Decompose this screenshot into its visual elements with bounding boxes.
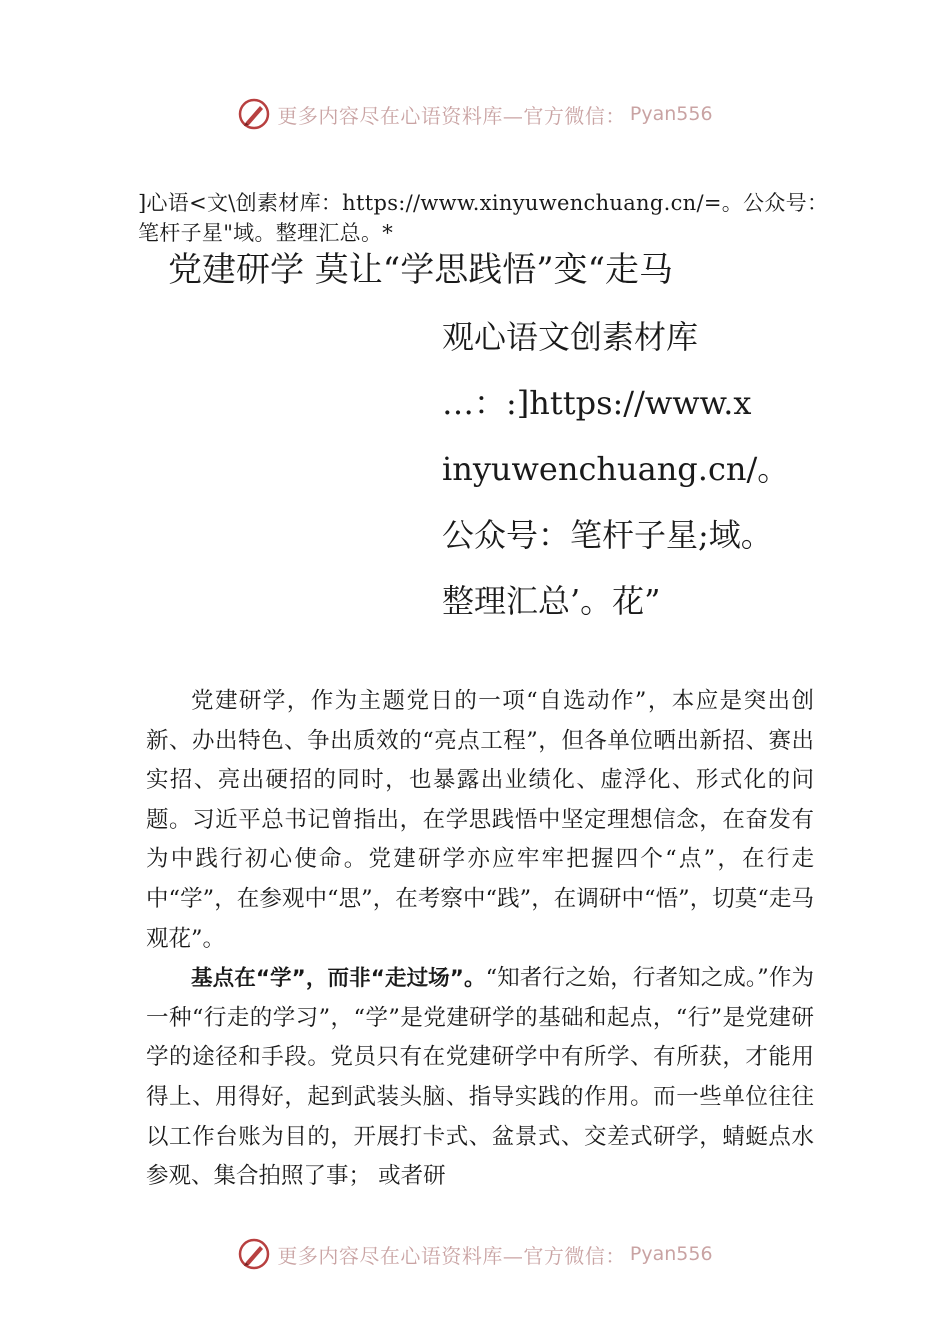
watermark-line: …：:]https://www.x bbox=[442, 384, 752, 422]
watermark-block bbox=[442, 304, 882, 634]
footer-banner bbox=[0, 1234, 950, 1274]
pen-logo-icon bbox=[237, 1237, 271, 1271]
banner-text: 更多内容尽在心语资料库—官方微信： bbox=[277, 103, 626, 128]
watermark-line: 公众号：笔杆子星;域。 bbox=[442, 516, 773, 554]
article-title: 党建研学 莫让“学思践悟”变“走马 bbox=[168, 250, 673, 290]
banner-handle: Pyan556 bbox=[629, 103, 713, 125]
source-line: ]心语<文\创素材库：https://www.xinyuwenchuang.cn/=。公众号：笔杆子星"域。整理汇总。* bbox=[138, 191, 829, 245]
paragraph-2 bbox=[146, 959, 814, 1197]
paragraph-1: 党建研学，作为主题党日的一项“自选动作”，本应是突出创新、办出特色、争出质效的“亮点工程”，但各单位晒出新招、赛出实招、亮出硬招的同时，也暴露出业绩化、虚浮化、形式化的问题。习近平总书记曾指出，在学思践悟中坚定理想信念，在奋发有为中践行初心使命。党建研学亦应牢牢把握四个“点”，在行走中“学”，在参观中“思”，在考察中“践”，在调研中“悟”，切莫“走马观花”。 bbox=[146, 688, 814, 952]
paragraph-2-body: “知者行之始，行者知之成。”作为一种“行走的学习”，“学”是党建研学的基础和起点，“行”是党建研学的途径和手段。党员只有在党建研学中有所学、有所获，才能用得上、用得好，起到武装头脑、指导实践的作用。而一些单位往往以工作台账为目的，开展打卡式、盆景式、交差式研学，蜻蜓点水参观、集合拍照了事； 或者研 bbox=[146, 965, 814, 1190]
watermark-line: inyuwenchuang.cn/。 bbox=[442, 450, 790, 488]
banner-handle: Pyan556 bbox=[629, 1243, 713, 1265]
header-banner bbox=[0, 94, 950, 134]
watermark-line: 观心语文创素材库 bbox=[442, 318, 699, 356]
paragraph-2-heading: 基点在“学”，而非“走过场”。 bbox=[191, 966, 486, 992]
pen-logo-icon bbox=[237, 97, 271, 131]
article-body bbox=[146, 682, 814, 1197]
watermark-line: 整理汇总’。花” bbox=[442, 582, 661, 620]
banner-text: 更多内容尽在心语资料库—官方微信： bbox=[277, 1243, 626, 1268]
